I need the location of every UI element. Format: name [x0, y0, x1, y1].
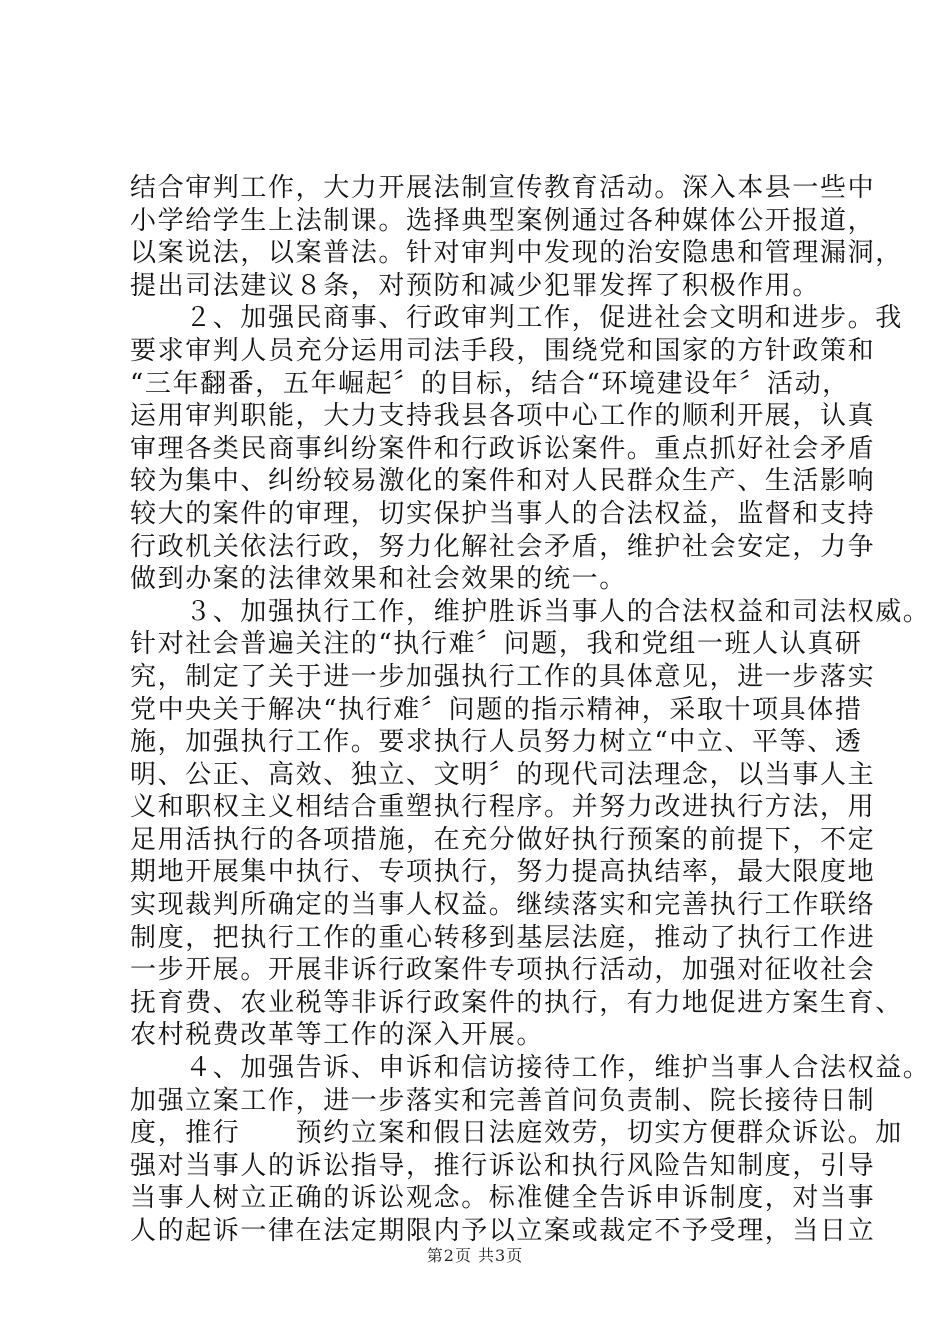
text-line: 制度，把执行工作的重心转移到基层法庭，推动了执行工作进: [130, 922, 876, 953]
text-line: 审理各类民商事纠纷案件和行政诉讼案件。重点抓好社会矛盾: [130, 433, 876, 464]
text-line: 行政机关依法行政，努力化解社会矛盾，维护社会安定，力争: [130, 531, 876, 562]
text-line: 足用活执行的各项措施，在充分做好执行预案的前提下，不定: [130, 824, 876, 855]
text-line: ４、加强告诉、申诉和信访接待工作，维护当事人合法权益。: [130, 1053, 931, 1084]
page-footer: 第2页 共3页: [426, 1246, 524, 1265]
text-line: 运用审判职能，大力支持我县各项中心工作的顺利开展，认真: [130, 401, 876, 432]
text-line: 抚育费、农业税等非诉行政案件的执行，有力地促进方案生育、: [130, 987, 903, 1018]
text-line: 人的起诉一律在法定期限内予以立案或裁定不予受理，当日立: [130, 1216, 876, 1246]
text-line: ２、加强民商事、行政审判工作，促进社会文明和进步。我: [130, 303, 903, 334]
text-line: ３、加强执行工作，维护胜诉当事人的合法权益和司法权威。: [130, 596, 931, 627]
text-line: 提出司法建议８条，对预防和减少犯罪发挥了积极作用。: [130, 270, 821, 301]
text-line: 较大的案件的审理，切实保护当事人的合法权益，监督和支持: [130, 498, 876, 529]
text-line: 实现裁判所确定的当事人权益。继续落实和完善执行工作联络: [130, 890, 876, 921]
text-line: 小学给学生上法制课。选择典型案例通过各种媒体公开报道，: [130, 205, 876, 236]
text-line: 农村税费改革等工作的深入开展。: [130, 1020, 545, 1051]
text-line: “三年翻番，五年崛起〞的目标，结合“环境建设年〞活动，: [130, 368, 850, 399]
text-line: 结合审判工作，大力开展法制宣传教育活动。深入本县一些中: [130, 173, 876, 203]
text-line: 做到办案的法律效果和社会效果的统一。: [130, 564, 627, 595]
text-line: 期地开展集中执行、专项执行，努力提高执结率，最大限度地: [130, 857, 876, 888]
text-line: 加强立案工作，进一步落实和完善首问负责制、院长接待日制: [130, 1085, 876, 1116]
text-line: 强对当事人的诉讼指导，推行诉讼和执行风险告知制度，引导: [130, 1150, 876, 1181]
text-line: 当事人树立正确的诉讼观念。标准健全告诉申诉制度，对当事: [130, 1183, 876, 1214]
text-line: 以案说法，以案普法。针对审判中发现的治安隐患和管理漏洞，: [130, 238, 903, 269]
text-line: 较为集中、纠纷较易激化的案件和对人民群众生产、生活影响: [130, 466, 876, 497]
text-line: 党中央关于解决“执行难〞问题的指示精神，采取十项具体措: [130, 694, 863, 725]
text-line: 一步开展。开展非诉行政案件专项执行活动，加强对征收社会: [130, 955, 876, 986]
text-line: 明、公正、高效、独立、文明〞的现代司法理念，以当事人主: [130, 759, 876, 790]
text-line: 度，推行 预约立案和假日法庭效劳，切实方便群众诉讼。加: [130, 1118, 903, 1149]
text-line: 要求审判人员充分运用司法手段，围绕党和国家的方针政策和: [130, 335, 876, 366]
text-line: 究，制定了关于进一步加强执行工作的具体意见，进一步落实: [130, 661, 876, 692]
document-body: [130, 172, 931, 1248]
text-line: 针对社会普遍关注的“执行难〞问题，我和党组一班人认真研: [130, 629, 863, 660]
text-line: 施，加强执行工作。要求执行人员努力树立“中立、平等、透: [130, 727, 863, 758]
text-line: 义和职权主义相结合重塑执行程序。并努力改进执行方法，用: [130, 792, 876, 823]
